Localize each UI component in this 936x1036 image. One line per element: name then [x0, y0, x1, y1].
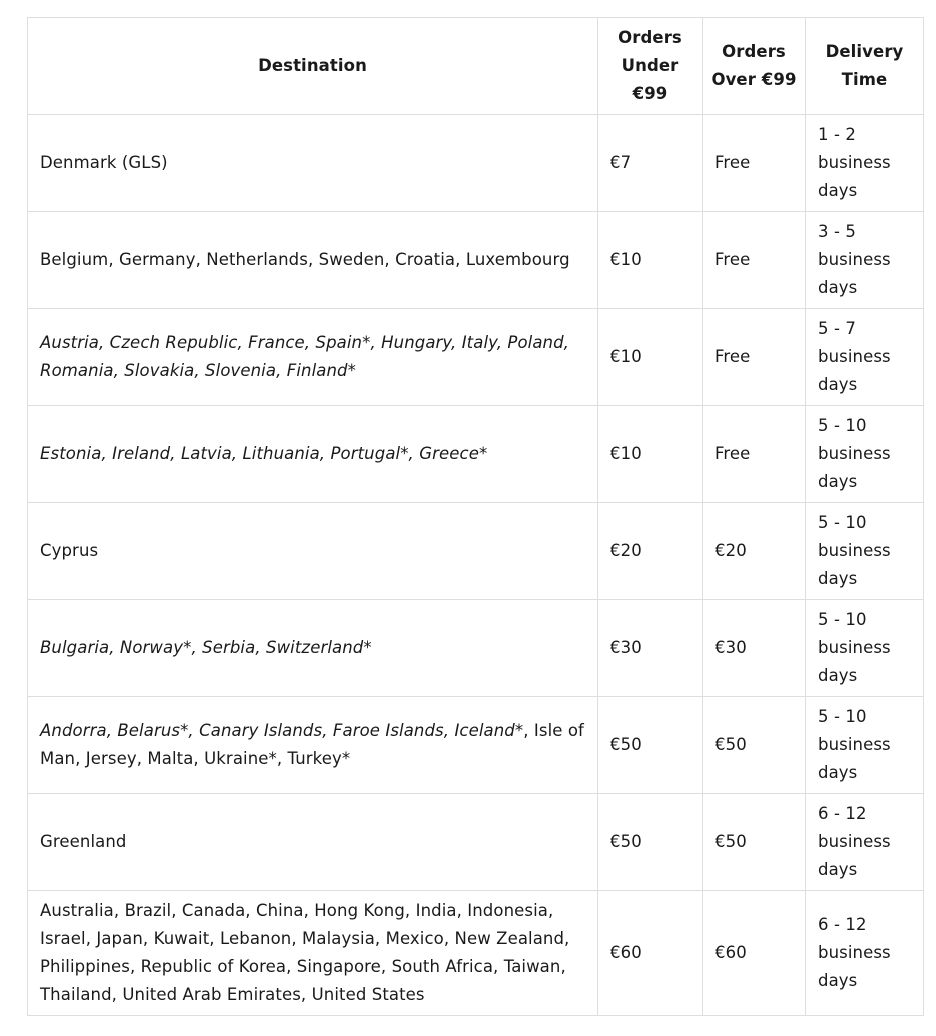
header-orders-over: Orders Over €99 [703, 18, 806, 115]
delivery-time-cell: 3 - 5 business days [806, 212, 924, 309]
table-row [28, 212, 924, 309]
price-under-cell: €7 [598, 115, 703, 212]
table-row [28, 697, 924, 794]
price-under-cell: €10 [598, 309, 703, 406]
table-row [28, 406, 924, 503]
destination-cell [28, 503, 598, 600]
price-under-cell: €50 [598, 697, 703, 794]
destination-text: Greenland [40, 832, 127, 851]
delivery-time-cell: 5 - 10 business days [806, 697, 924, 794]
destination-cell [28, 212, 598, 309]
price-over-cell: €50 [703, 697, 806, 794]
delivery-time-cell: 5 - 10 business days [806, 600, 924, 697]
destination-text-italic: Andorra, Belarus*, Canary Islands, Faroe Islands, Iceland* [40, 721, 524, 740]
table-row [28, 794, 924, 891]
delivery-time-cell: 5 - 10 business days [806, 406, 924, 503]
shipping-rates-table-container [27, 17, 924, 1016]
destination-cell [28, 600, 598, 697]
table-header-row [28, 18, 924, 115]
destination-cell [28, 891, 598, 1016]
destination-text: Denmark (GLS) [40, 153, 168, 172]
destination-text: Cyprus [40, 541, 99, 560]
price-under-cell: €50 [598, 794, 703, 891]
price-under-cell: €10 [598, 406, 703, 503]
price-under-cell: €10 [598, 212, 703, 309]
destination-text-italic: Bulgaria, Norway*, Serbia, Switzerland* [40, 638, 372, 657]
price-over-cell: €20 [703, 503, 806, 600]
table-row [28, 503, 924, 600]
price-under-cell: €60 [598, 891, 703, 1016]
delivery-time-cell: 6 - 12 business days [806, 794, 924, 891]
price-under-cell: €20 [598, 503, 703, 600]
header-destination: Destination [28, 18, 598, 115]
price-over-cell: €60 [703, 891, 806, 1016]
destination-cell [28, 794, 598, 891]
price-over-cell: Free [703, 309, 806, 406]
destination-text-tail: , Isle of Man, Jersey, Malta, Ukraine*, Turkey* [40, 721, 584, 768]
table-row [28, 600, 924, 697]
table-row [28, 115, 924, 212]
destination-cell [28, 406, 598, 503]
table-row [28, 309, 924, 406]
destination-cell [28, 309, 598, 406]
delivery-time-cell: 6 - 12 business days [806, 891, 924, 1016]
shipping-rates-table [27, 17, 924, 1016]
header-delivery-time: Delivery Time [806, 18, 924, 115]
price-over-cell: Free [703, 212, 806, 309]
delivery-time-cell: 5 - 7 business days [806, 309, 924, 406]
price-over-cell: €30 [703, 600, 806, 697]
price-over-cell: €50 [703, 794, 806, 891]
table-row [28, 891, 924, 1016]
destination-text: Australia, Brazil, Canada, China, Hong Kong, India, Indonesia, Israel, Japan, Kuwait, Lebanon, Malaysia, Mexico, New Zealand, Philippines, Republic of Korea, Singapore, South Africa, Taiwan, Thailand, United Arab Emirates, United States [40, 901, 570, 1004]
destination-cell [28, 115, 598, 212]
destination-cell [28, 697, 598, 794]
price-under-cell: €30 [598, 600, 703, 697]
price-over-cell: Free [703, 406, 806, 503]
price-over-cell: Free [703, 115, 806, 212]
delivery-time-cell: 1 - 2 business days [806, 115, 924, 212]
header-orders-under: Orders Under €99 [598, 18, 703, 115]
delivery-time-cell: 5 - 10 business days [806, 503, 924, 600]
destination-text: Belgium, Germany, Netherlands, Sweden, Croatia, Luxembourg [40, 250, 570, 269]
destination-text-italic: Austria, Czech Republic, France, Spain*, Hungary, Italy, Poland, Romania, Slovakia, Slovenia, Finland* [40, 333, 570, 380]
destination-text-italic: Estonia, Ireland, Latvia, Lithuania, Portugal*, Greece* [40, 444, 488, 463]
